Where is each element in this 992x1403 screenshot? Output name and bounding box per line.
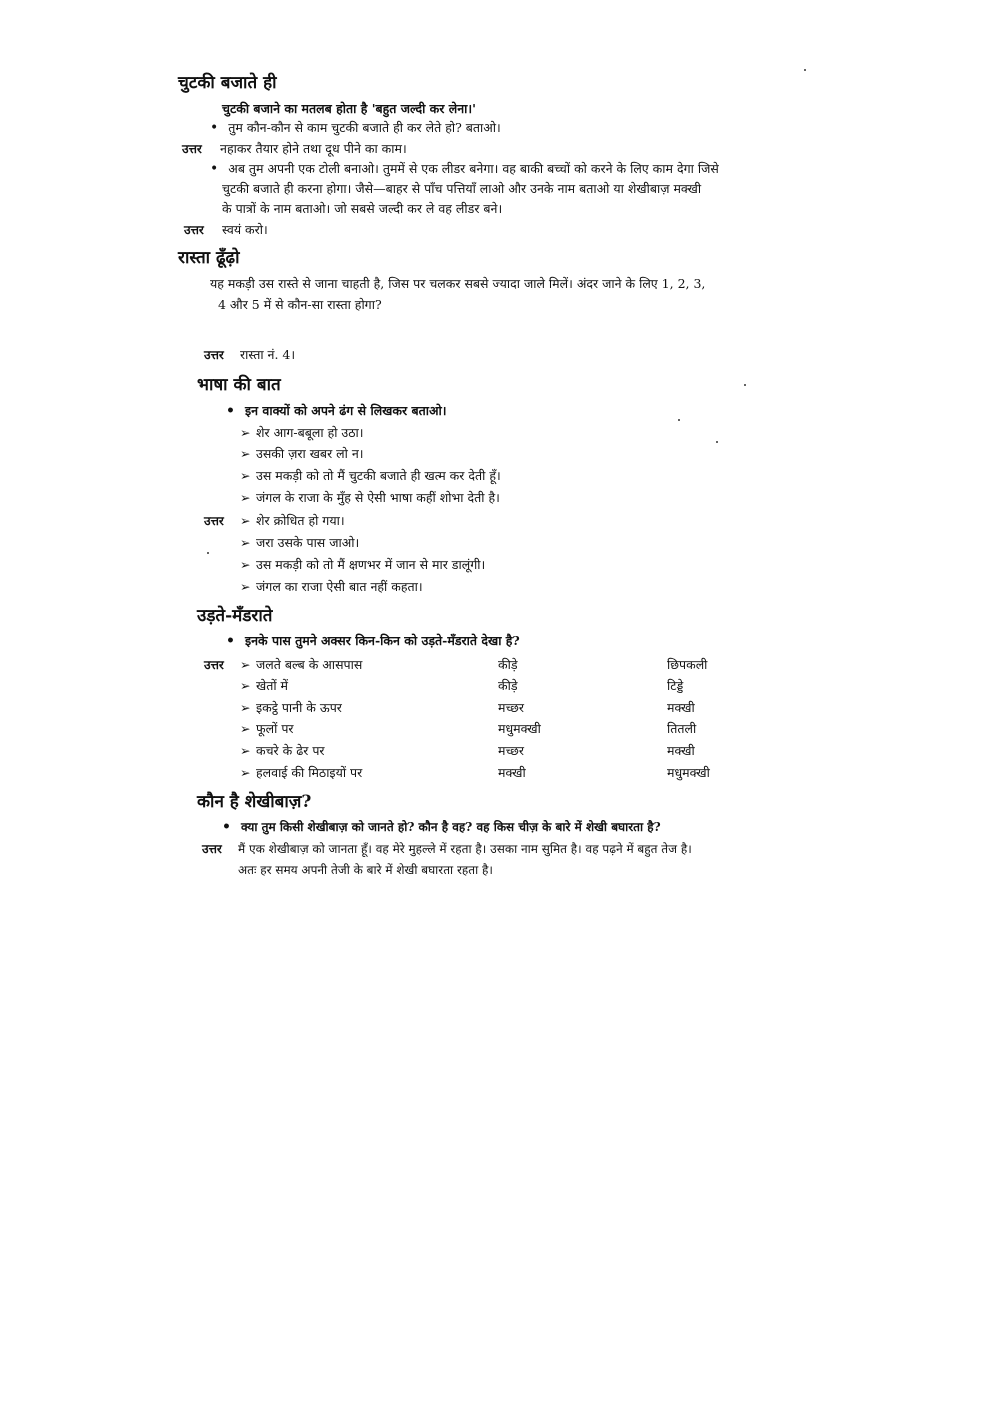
- arrow-icon: ➢: [240, 468, 251, 483]
- scan-speck: [744, 384, 746, 386]
- answer-label-rasta: उत्तर: [204, 348, 224, 362]
- udte-question: • इनके पास तुमने अक्सर किन-किन को उड़ते-मँडराते देखा है?: [226, 632, 520, 649]
- table-row-place: ➢ इकट्ठे पानी के ऊपर: [240, 700, 342, 715]
- arrow-icon: ➢: [240, 657, 251, 672]
- answer-rasta: रास्ता नं. 4।: [240, 347, 296, 362]
- table-row-c1: मक्खी: [498, 765, 526, 780]
- table-row-place: ➢ कचरे के ढेर पर: [240, 743, 325, 758]
- arrow-icon: ➢: [240, 557, 251, 572]
- bhasha-instruction: • इन वाक्यों को अपने ढंग से लिखकर बताओ।: [226, 402, 446, 419]
- table-row-place: ➢ जलते बल्ब के आसपास: [240, 657, 363, 672]
- answer-1: नहाकर तैयार होने तथा दूध पीने का काम।: [220, 141, 407, 156]
- question-2-line-1: • अब तुम अपनी एक टोली बनाओ। तुममें से एक लीडर बनेगा। वह बाकी बच्चों को करने के लिए काम देगा जिसे: [210, 160, 719, 177]
- question-2-line-3: के पात्रों के नाम बताओ। जो सबसे जल्दी कर ले वह लीडर बने।: [222, 201, 503, 216]
- sentence-1: ➢ शेर आग-बबूला हो उठा।: [240, 425, 364, 440]
- arrow-icon: ➢: [240, 490, 251, 505]
- shekhibaaz-answer-line-2: अतः हर समय अपनी तेजी के बारे में शेखी बघारता रहता है।: [238, 863, 493, 877]
- answer-label-udte: उत्तर: [204, 658, 224, 672]
- question-1: • तुम कौन-कौन से काम चुटकी बजाते ही कर लेते हो? बताओ।: [210, 119, 501, 136]
- table-row-place: ➢ खेतों में: [240, 678, 289, 693]
- answer-label-shekhibaaz: उत्तर: [202, 842, 222, 856]
- heading-chutki-bajate-hi: चुटकी बजाते ही: [178, 73, 277, 93]
- table-row-place: ➢ फूलों पर: [240, 721, 294, 736]
- sentence-4: ➢ जंगल के राजा के मुँह से ऐसी भाषा कहीं शोभा देती है।: [240, 490, 500, 505]
- scan-speck: [207, 552, 209, 554]
- bhasha-answer-4: ➢ जंगल का राजा ऐसी बात नहीं कहता।: [240, 579, 423, 594]
- table-row-c2: मक्खी: [667, 743, 695, 758]
- answer-label-1: उत्तर: [182, 142, 202, 156]
- heading-kaun-hai-shekhibaaz: कौन है शेखीबाज़?: [197, 792, 312, 812]
- shekhibaaz-question: • क्या तुम किसी शेखीबाज़ को जानते हो? कौन है वह? वह किस चीज़ के बारे में शेखी बघारता है?: [222, 818, 661, 835]
- table-row-c1: कीड़े: [498, 678, 518, 693]
- arrow-icon: ➢: [240, 579, 251, 594]
- arrow-icon: ➢: [240, 425, 251, 440]
- table-row-c2: टिड्डे: [667, 678, 684, 693]
- question-2-line-2: चुटकी बजाते ही करना होगा। जैसे—बाहर से पाँच पत्तियाँ लाओ और उनके नाम बताओ या शेखीबाज़ मक्खी: [222, 181, 702, 196]
- table-row-place: ➢ हलवाई की मिठाइयों पर: [240, 765, 363, 780]
- shekhibaaz-answer-line-1: मैं एक शेखीबाज़ को जानता हूँ। वह मेरे मुहल्ले में रहता है। उसका नाम सुमित है। वह पढ़ने में बहुत तेज है।: [238, 842, 692, 856]
- arrow-icon: ➢: [240, 721, 251, 736]
- meaning-text: चुटकी बजाने का मतलब होता है 'बहुत जल्दी कर लेना।': [222, 101, 476, 116]
- sentence-2: ➢ उसकी ज़रा खबर लो न।: [240, 446, 364, 461]
- table-row-c2: मक्खी: [667, 700, 695, 715]
- sentence-3: ➢ उस मकड़ी को तो मैं चुटकी बजाते ही खत्म कर देती हूँ।: [240, 468, 501, 483]
- arrow-icon: ➢: [240, 743, 251, 758]
- arrow-icon: ➢: [240, 446, 251, 461]
- scan-speck: [678, 419, 680, 421]
- answer-label-2: उत्तर: [184, 223, 204, 237]
- bhasha-answer-1: ➢ शेर क्रोधित हो गया।: [240, 513, 345, 528]
- answer-2: स्वयं करो।: [222, 222, 268, 237]
- heading-bhasha-ki-baat: भाषा की बात: [197, 375, 281, 395]
- scan-speck: [804, 69, 806, 71]
- scan-speck: [716, 441, 718, 443]
- table-row-c2: तितली: [667, 721, 697, 736]
- rasta-paragraph-line-2: 4 और 5 में से कौन-सा रास्ता होगा?: [218, 297, 382, 312]
- bhasha-answer-3: ➢ उस मकड़ी को तो मैं क्षणभर में जान से मार डालूंगी।: [240, 557, 486, 572]
- table-row-c1: मच्छर: [498, 743, 524, 758]
- heading-udte-mandrate: उड़ते-मँडराते: [197, 606, 273, 626]
- heading-rasta-dhundho: रास्ता ढूँढ़ो: [178, 248, 240, 268]
- rasta-paragraph-line-1: यह मकड़ी उस रास्ते से जाना चाहती है, जिस पर चलकर सबसे ज्यादा जाले मिलें। अंदर जाने के लिए 1, 2, 3,: [210, 276, 706, 291]
- arrow-icon: ➢: [240, 700, 251, 715]
- arrow-icon: ➢: [240, 678, 251, 693]
- table-row-c2: छिपकली: [667, 657, 708, 672]
- answer-label-bhasha: उत्तर: [204, 514, 224, 528]
- arrow-icon: ➢: [240, 513, 251, 528]
- table-row-c1: मच्छर: [498, 700, 524, 715]
- table-row-c1: कीड़े: [498, 657, 518, 672]
- arrow-icon: ➢: [240, 765, 251, 780]
- bhasha-answer-2: ➢ जरा उसके पास जाओ।: [240, 535, 360, 550]
- table-row-c1: मधुमक्खी: [498, 721, 541, 736]
- table-row-c2: मधुमक्खी: [667, 765, 710, 780]
- arrow-icon: ➢: [240, 535, 251, 550]
